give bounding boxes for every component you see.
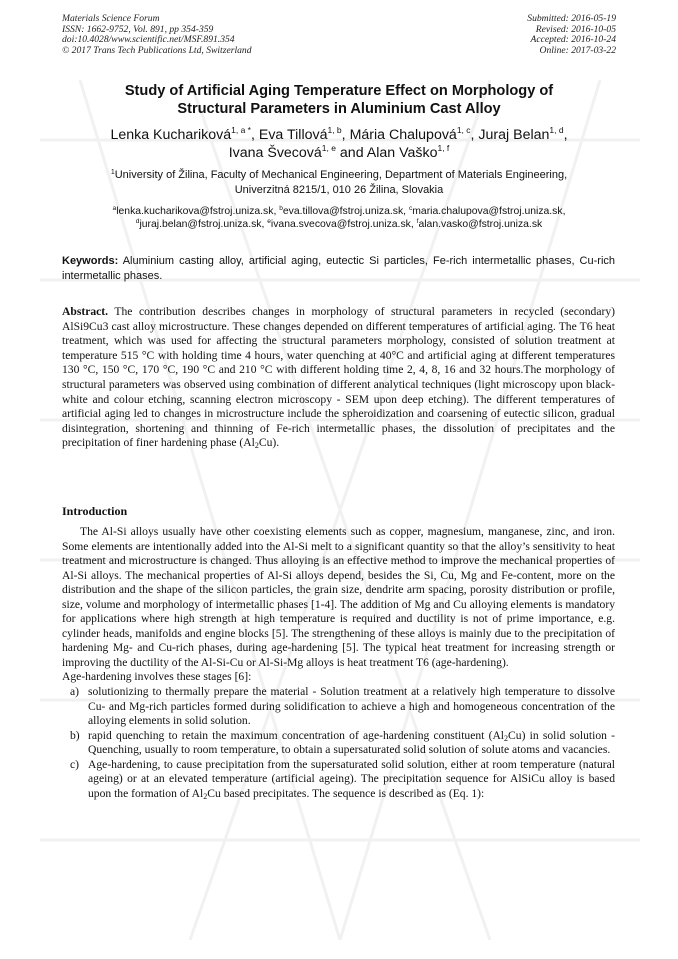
date-accepted: Accepted: 2016-10-24: [530, 34, 616, 46]
list-item: [62, 729, 615, 758]
author-list: [60, 126, 618, 162]
email-link[interactable]: juraj.belan@fstroj.uniza.sk,: [139, 219, 265, 231]
journal-name: Materials Science Forum: [62, 13, 160, 24]
introduction-body: [62, 525, 615, 801]
affiliation-line: Univerzitná 8215/1, 010 26 Žilina, Slovakia: [234, 183, 444, 196]
author-superscript: 1, d: [549, 125, 564, 135]
list-item: [62, 685, 615, 729]
affiliation-line: [60, 168, 618, 183]
section-heading-introduction: Introduction: [62, 504, 128, 518]
email-superscript: a: [112, 205, 117, 212]
keywords-text: Aluminium casting alloy, artificial aging, eutectic Si particles, Fe-rich intermetallic phases, Cu-rich intermetallic phases.: [62, 255, 616, 282]
subscript: 2: [254, 441, 259, 451]
date-online: Online: 2017-03-22: [539, 44, 616, 56]
paper-title: [60, 82, 618, 118]
author-superscript: 1, f: [437, 143, 450, 153]
author-superscript: 1, e: [321, 143, 336, 153]
email-superscript: c: [408, 205, 413, 212]
journal-doi: doi:10.4028/www.scientific.net/MSF.891.354: [62, 34, 235, 46]
list-marker: c): [70, 757, 80, 771]
author-name: Lenka Kuchariková: [110, 127, 232, 143]
title-line: Study of Artificial Aging Temperature Effect on Morphology of: [124, 83, 554, 99]
abstract-text: The contribution describes changes in morphology of structural parameters in recycled (secondary) AlSi9Cu3 cast alloy microstructure. These changes depended on different temperatures of artificial aging. The T6 heat treatment, which was used for affecting the structural parameters morphology, consisted of solution treatment at temperature 515 °C with holding time 4 hours, water quenching at 40°C and artificial aging at different temperatures 130 °C, 150 °C, 170 °C, 190 °C and 210 °C with different holding time 2, 4, 8, 16 and 32 hours.The morphology of structural parameters was observed using combination of different analytical techniques (light microscopy upon black-white and colour etching, scanning electron microscopy - SEM upon deep etching). The different temperatures of artificial aging led to changes in microstructure include the spheroidization and coarsening of eutectic silicon, gradual disintegration, shortening and thinning of Fe-rich intermetallic phases, the dissolution of precipitates and the precipitation of finer hardening phase (Al: [62, 305, 615, 450]
author-name: Ivana Švecová: [228, 145, 322, 161]
author-superscript: 1, b: [327, 125, 342, 135]
author-name: Eva Tillová: [258, 127, 328, 143]
author-line: Lenka Kuchariková$^{1, a *}$, Eva Tillová$^{1, b}$, Mária Chalupová$^{1, c}$, Juraj Belan$^{1, d}$,: [110, 125, 568, 143]
journal-issn: ISSN: 1662-9752, Vol. 891, pp 354-359: [62, 23, 214, 35]
author-line: [60, 144, 618, 162]
email-link[interactable]: ivana.svecova@fstroj.uniza.sk,: [270, 219, 414, 231]
email-link[interactable]: alan.vasko@fstroj.uniza.sk: [418, 219, 543, 231]
list-item-text: solutionizing to thermally prepare the material - Solution treatment at a relatively high temperature to dissolve Cu- and Mg-rich particles formed during solidification to achieve a high and homogeneous concentration of the alloying elements in solid solution.: [88, 685, 615, 728]
list-marker: a): [70, 685, 80, 699]
email-link[interactable]: lenka.kucharikova@fstroj.uniza.sk,: [116, 206, 277, 217]
email-line: [60, 205, 618, 218]
email-superscript: e: [267, 218, 271, 226]
author-name: Mária Chalupová: [349, 127, 457, 143]
list-item-text: rapid quenching to retain the maximum concentration of age-hardening constituent (Al: [88, 728, 505, 742]
affiliation: [60, 168, 618, 197]
paragraph: Age-hardening involves these stages [6]:: [62, 670, 252, 684]
date-submitted: Submitted: 2016-05-19: [527, 13, 616, 24]
paragraph: The Al-Si alloys usually have other coexisting elements such as copper, magnesium, manganese, zinc, and iron. Some elements are intentionally added into the Al-Si melt to a significant quantity so that the alloy’s sensitivity to heat treatment and microstructure is changed. Thus alloying is an effective method to improve the mechanical properties of Al-Si alloys. The mechanical properties of Al-Si alloys depend, besides the Si, Cu, Mg and Fe-content, more on the distribution and the shape of the silicon particles, the grain size, dendrite arm spacing, porosity distribution or profile, size, volume and morphology of intermetallic phases [1-4]. The addition of Mg and Cu alloying elements is mandatory for applications where high strength at high temperature is required and ductility is not of prime importance, e.g. cylinder heads, manifolds and engine blocks [5]. The strengthening of these alloys is mainly due to the precipitation of hardening Mg- and Cu-rich phases, during age-hardening [5]. The typical heat treatment for increasing strength or improving the ductility of the Al-Si-Cu or Al-Si-Mg alloys is heat treatment T6 (age-hardening).: [62, 525, 615, 669]
keywords-label: Keywords:: [62, 255, 119, 267]
list-item-text-end: Cu) in solid solution - Quenching, usually to room temperature, to obtain a supersaturated solid solution of solute atoms and vacancies.: [88, 728, 616, 757]
journal-info: [62, 14, 252, 56]
email-line: [60, 218, 618, 231]
author-superscript: 1, c: [456, 125, 471, 135]
subscript: 2: [504, 733, 509, 743]
keywords: [62, 254, 615, 283]
title-line: Structural Parameters in Aluminium Cast Alloy: [177, 101, 501, 117]
author-superscript: 1, a *: [231, 125, 251, 135]
affiliation-text: University of Žilina, Faculty of Mechanical Engineering, Department of Materials Engineering,: [114, 169, 568, 181]
subscript: 2: [203, 791, 208, 801]
list-marker: b): [70, 728, 80, 742]
author-name: Alan Vaško: [366, 145, 438, 161]
journal-copyright: © 2017 Trans Tech Publications Ltd, Switzerland: [62, 44, 252, 56]
abstract-text-end: Cu).: [258, 436, 280, 450]
stage-list: [62, 685, 615, 801]
author-emails: [60, 205, 618, 231]
email-superscript: b: [279, 205, 283, 212]
author-name: Juraj Belan: [478, 127, 550, 143]
abstract: [62, 305, 615, 451]
list-item: [62, 758, 615, 802]
list-item-text-end: Cu based precipitates. The sequence is described as (Eq. 1):: [207, 786, 485, 800]
submission-dates: [527, 14, 616, 56]
email-link[interactable]: maria.chalupova@fstroj.uniza.sk,: [412, 206, 566, 217]
date-revised: Revised: 2016-10-05: [535, 23, 616, 35]
email-link[interactable]: eva.tillova@fstroj.uniza.sk,: [282, 206, 407, 217]
author-conjunction: and: [339, 145, 364, 161]
abstract-label: Abstract.: [62, 305, 109, 318]
list-item-text: Age-hardening, to cause precipitation from the supersaturated solid solution, either at room temperature (natural ageing) or at an elevated temperature (artificial ageing). The precipitation sequence for AlSiCu alloy is based upon the formation of Al: [88, 757, 615, 800]
affiliation-superscript: 1: [110, 169, 115, 176]
email-superscript: d: [135, 218, 140, 226]
email-superscript: f: [416, 218, 419, 226]
